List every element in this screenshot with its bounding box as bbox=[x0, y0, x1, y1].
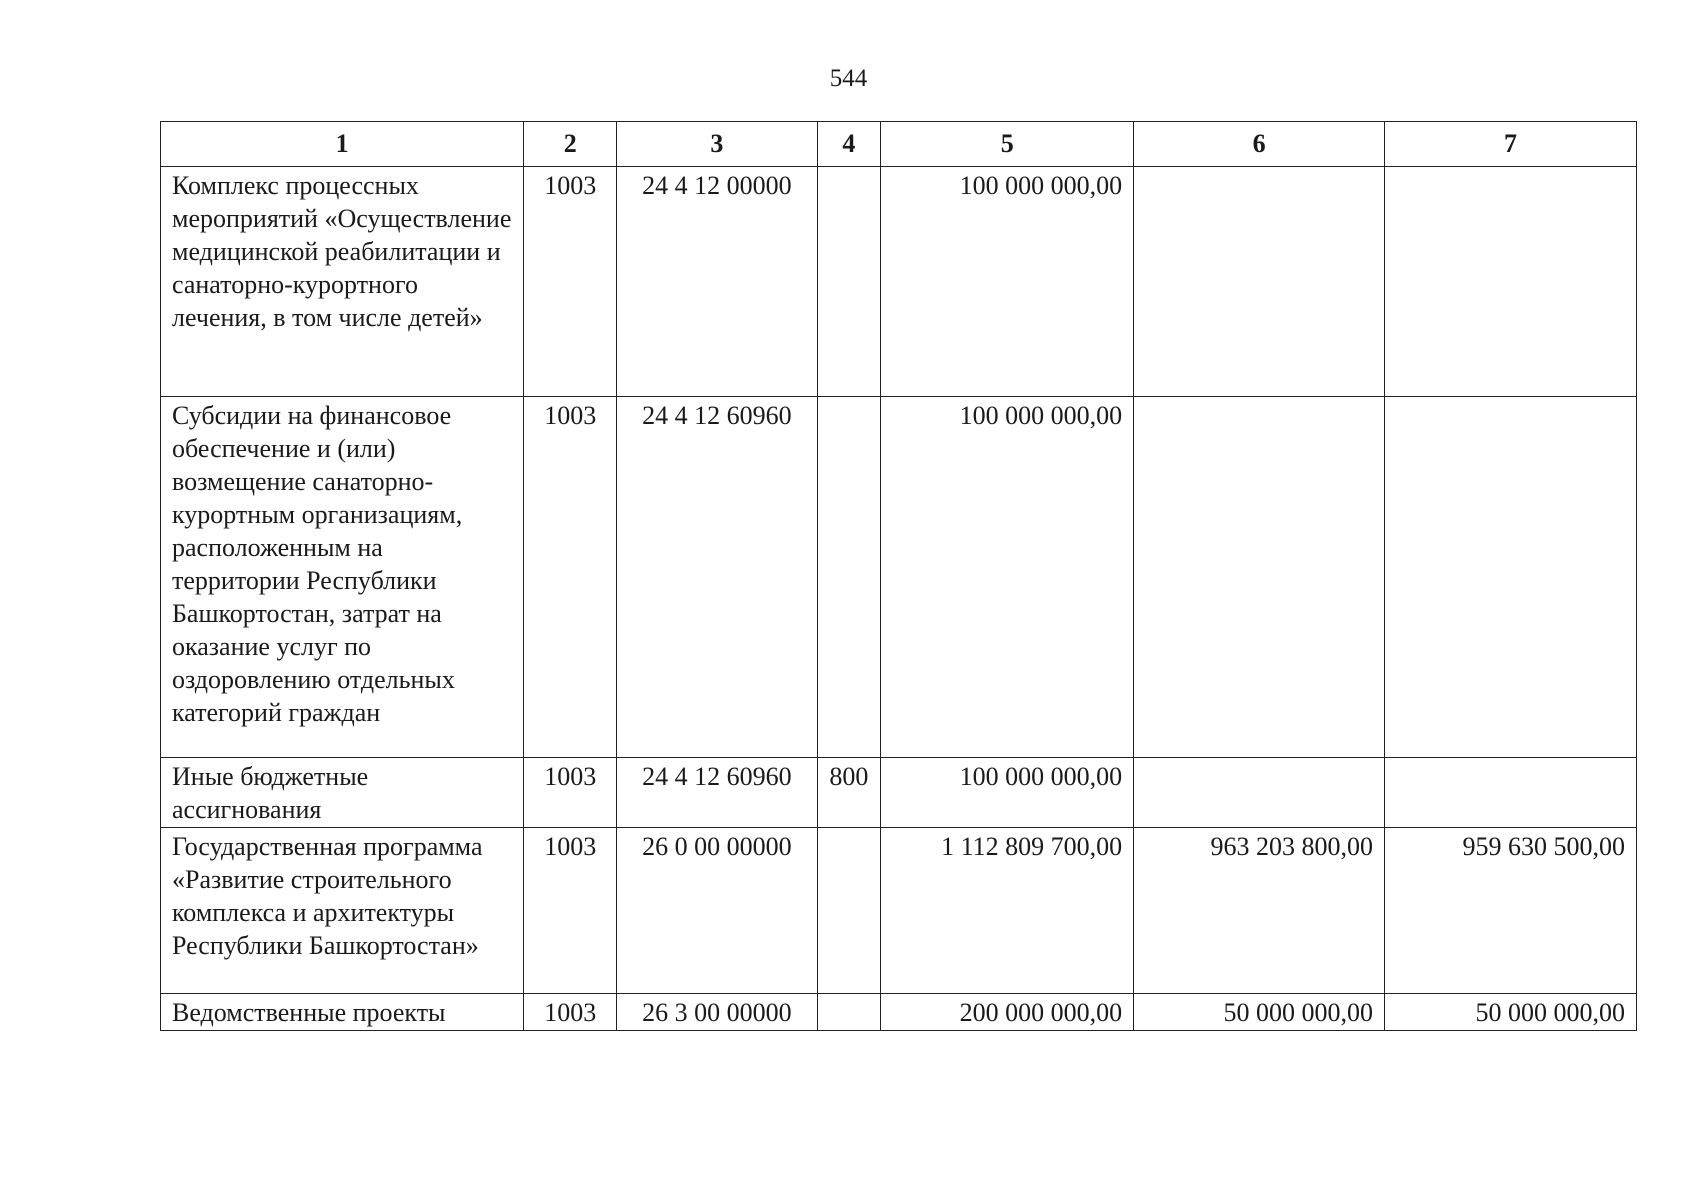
section-code-cell: 1003 bbox=[524, 167, 617, 397]
amount-year1-cell: 200 000 000,00 bbox=[881, 994, 1134, 1031]
amount-year2-cell bbox=[1134, 758, 1385, 828]
amount-year2-cell bbox=[1134, 397, 1385, 758]
column-header-4: 4 bbox=[817, 122, 881, 167]
row-name-cell: Субсидии на финансовое обеспечение и (или) возмещение санаторно-курортным организациям, расположенным на территории Республики Башкортостан, затрат на оказание услуг по оздоровлению отдельных категорий граждан bbox=[161, 397, 524, 758]
row-name-cell: Ведомственные проекты bbox=[161, 994, 524, 1031]
section-code-cell: 1003 bbox=[524, 758, 617, 828]
section-code-cell: 1003 bbox=[524, 397, 617, 758]
row-name-cell: Иные бюджетные ассигнования bbox=[161, 758, 524, 828]
page-number: 544 bbox=[829, 65, 868, 92]
expense-type-cell bbox=[817, 397, 881, 758]
expense-type-cell: 800 bbox=[817, 758, 881, 828]
amount-year2-cell: 963 203 800,00 bbox=[1134, 828, 1385, 994]
row-name-cell: Комплекс процессных мероприятий «Осуществление медицинской реабилитации и санаторно-курортного лечения, в том числе детей» bbox=[161, 167, 524, 397]
amount-year2-cell bbox=[1134, 167, 1385, 397]
target-code-cell: 26 0 00 00000 bbox=[617, 828, 817, 994]
amount-year2-cell: 50 000 000,00 bbox=[1134, 994, 1385, 1031]
amount-year1-cell: 100 000 000,00 bbox=[881, 758, 1134, 828]
target-code-cell: 26 3 00 00000 bbox=[617, 994, 817, 1031]
amount-year1-cell: 100 000 000,00 bbox=[881, 397, 1134, 758]
column-header-3: 3 bbox=[617, 122, 817, 167]
budget-table bbox=[160, 121, 1637, 1031]
amount-year3-cell bbox=[1385, 167, 1637, 397]
table-row bbox=[161, 994, 1637, 1031]
section-code-cell: 1003 bbox=[524, 994, 617, 1031]
table-row bbox=[161, 758, 1637, 828]
amount-year3-cell: 959 630 500,00 bbox=[1385, 828, 1637, 994]
column-header-2: 2 bbox=[524, 122, 617, 167]
section-code-cell: 1003 bbox=[524, 828, 617, 994]
amount-year3-cell: 50 000 000,00 bbox=[1385, 994, 1637, 1031]
target-code-cell: 24 4 12 00000 bbox=[617, 167, 817, 397]
amount-year3-cell bbox=[1385, 758, 1637, 828]
amount-year1-cell: 100 000 000,00 bbox=[881, 167, 1134, 397]
target-code-cell: 24 4 12 60960 bbox=[617, 758, 817, 828]
table-row bbox=[161, 397, 1637, 758]
column-header-7: 7 bbox=[1385, 122, 1637, 167]
expense-type-cell bbox=[817, 994, 881, 1031]
amount-year3-cell bbox=[1385, 397, 1637, 758]
row-name-cell: Государственная программа «Развитие строительного комплекса и архитектуры Республики Башкортостан» bbox=[161, 828, 524, 994]
expense-type-cell bbox=[817, 828, 881, 994]
expense-type-cell bbox=[817, 167, 881, 397]
table-row bbox=[161, 828, 1637, 994]
header-row bbox=[161, 122, 1637, 167]
table-row bbox=[161, 167, 1637, 397]
column-header-5: 5 bbox=[881, 122, 1134, 167]
column-header-6: 6 bbox=[1134, 122, 1385, 167]
amount-year1-cell: 1 112 809 700,00 bbox=[881, 828, 1134, 994]
column-header-1: 1 bbox=[161, 122, 524, 167]
target-code-cell: 24 4 12 60960 bbox=[617, 397, 817, 758]
